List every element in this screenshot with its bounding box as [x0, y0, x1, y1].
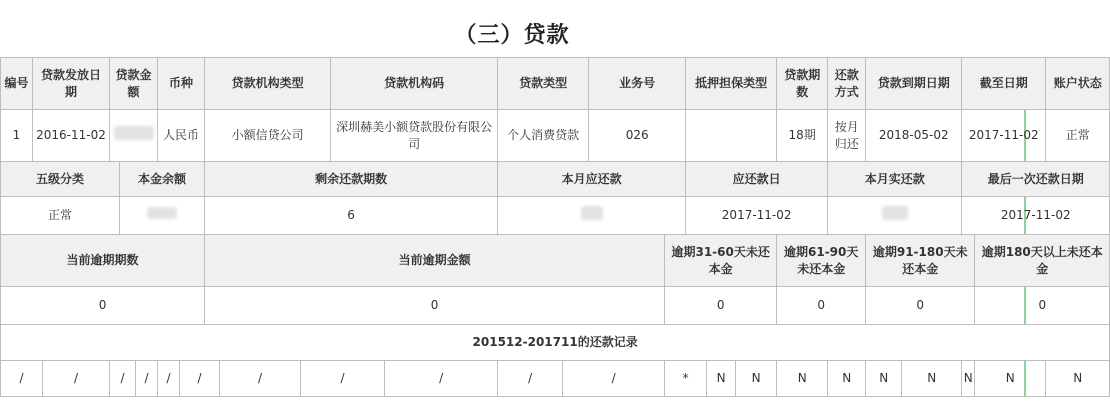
header-cell: 币种 [158, 58, 205, 110]
issue-date: 2016-11-02 [33, 110, 110, 162]
record-cell: / [1, 361, 43, 397]
header-cell: 本金余额 [120, 162, 205, 197]
loan-header-row [1, 58, 1110, 110]
paid-this-month-cell [828, 197, 962, 235]
collateral-type [686, 110, 777, 162]
header-cell: 截至日期 [962, 58, 1046, 110]
record-cell: / [563, 361, 665, 397]
record-cell: N [962, 361, 975, 397]
institution-code: 深圳赫美小额贷款股份有限公司 [331, 110, 498, 162]
paid-this-month-masked [882, 206, 908, 220]
loan-table-container [0, 57, 1103, 397]
loan-type: 个人消费贷款 [498, 110, 589, 162]
overdue-data-row [1, 287, 1110, 325]
header-cell: 贷款到期日期 [866, 58, 962, 110]
institution-type: 小额信贷公司 [205, 110, 331, 162]
overdue-180-plus: 0 [975, 287, 1110, 325]
overdue-31-60: 0 [665, 287, 777, 325]
status-data-row [1, 197, 1110, 235]
five-class: 正常 [1, 197, 120, 235]
record-cell: N [828, 361, 866, 397]
header-cell: 本月应还款 [498, 162, 686, 197]
loan-amount-cell [110, 110, 158, 162]
header-cell: 贷款类型 [498, 58, 589, 110]
header-cell: 贷款发放日期 [33, 58, 110, 110]
overdue-amount: 0 [205, 287, 665, 325]
header-cell: 当前逾期期数 [1, 235, 205, 287]
record-title-row [1, 325, 1110, 361]
record-cell: N [777, 361, 828, 397]
header-cell: 账户状态 [1046, 58, 1110, 110]
loan-no: 1 [1, 110, 33, 162]
overdue-91-180: 0 [866, 287, 975, 325]
remaining-periods: 6 [205, 197, 498, 235]
as-of-date: 2017-11-02 [962, 110, 1046, 162]
header-cell: 逾期31-60天未还本金 [665, 235, 777, 287]
repayment-record-row [1, 361, 1110, 397]
repayment-record-title: 201512-201711的还款记录 [1, 325, 1110, 361]
header-cell: 贷款机构码 [331, 58, 498, 110]
header-cell: 五级分类 [1, 162, 120, 197]
header-cell: 逾期180天以上未还本金 [975, 235, 1110, 287]
header-cell: 应还款日 [686, 162, 828, 197]
due-this-month-masked [581, 206, 603, 220]
principal-balance-masked [147, 207, 177, 219]
payment-due-date: 2017-11-02 [686, 197, 828, 235]
record-cell: / [43, 361, 110, 397]
record-cell: * [665, 361, 707, 397]
overdue-count: 0 [1, 287, 205, 325]
header-cell: 逾期91-180天未还本金 [866, 235, 975, 287]
record-cell: N [707, 361, 736, 397]
header-cell: 编号 [1, 58, 33, 110]
record-cell: / [180, 361, 220, 397]
repay-method: 按月归还 [828, 110, 866, 162]
section-title: （三）贷款 [454, 23, 570, 48]
record-cell: N [866, 361, 902, 397]
loan-amount-masked [114, 126, 154, 140]
record-cell: N [1046, 361, 1110, 397]
currency: 人民币 [158, 110, 205, 162]
header-cell: 业务号 [589, 58, 686, 110]
header-cell: 抵押担保类型 [686, 58, 777, 110]
business-no: 026 [589, 110, 686, 162]
header-cell: 最后一次还款日期 [962, 162, 1110, 197]
record-cell: / [158, 361, 180, 397]
account-status: 正常 [1046, 110, 1110, 162]
header-cell: 贷款期数 [777, 58, 828, 110]
loan-periods: 18期 [777, 110, 828, 162]
record-cell: / [301, 361, 385, 397]
due-this-month-cell [498, 197, 686, 235]
loan-data-row [1, 110, 1110, 162]
header-cell: 还款方式 [828, 58, 866, 110]
record-cell: / [385, 361, 498, 397]
overdue-61-90: 0 [777, 287, 866, 325]
record-cell: / [498, 361, 563, 397]
overdue-header-row [1, 235, 1110, 287]
status-header-row [1, 162, 1110, 197]
due-date: 2018-05-02 [866, 110, 962, 162]
record-cell: N [902, 361, 962, 397]
header-cell: 本月实还款 [828, 162, 962, 197]
header-cell: 贷款金额 [110, 58, 158, 110]
header-cell: 当前逾期金额 [205, 235, 665, 287]
header-cell: 贷款机构类型 [205, 58, 331, 110]
loan-table [0, 57, 1110, 397]
last-payment-date: 2017-11-02 [962, 197, 1110, 235]
principal-balance-cell [120, 197, 205, 235]
record-cell: / [110, 361, 136, 397]
record-cell: / [136, 361, 158, 397]
header-cell: 剩余还款期数 [205, 162, 498, 197]
record-cell: N [975, 361, 1046, 397]
header-cell: 逾期61-90天未还本金 [777, 235, 866, 287]
record-cell: / [220, 361, 301, 397]
record-cell: N [736, 361, 777, 397]
